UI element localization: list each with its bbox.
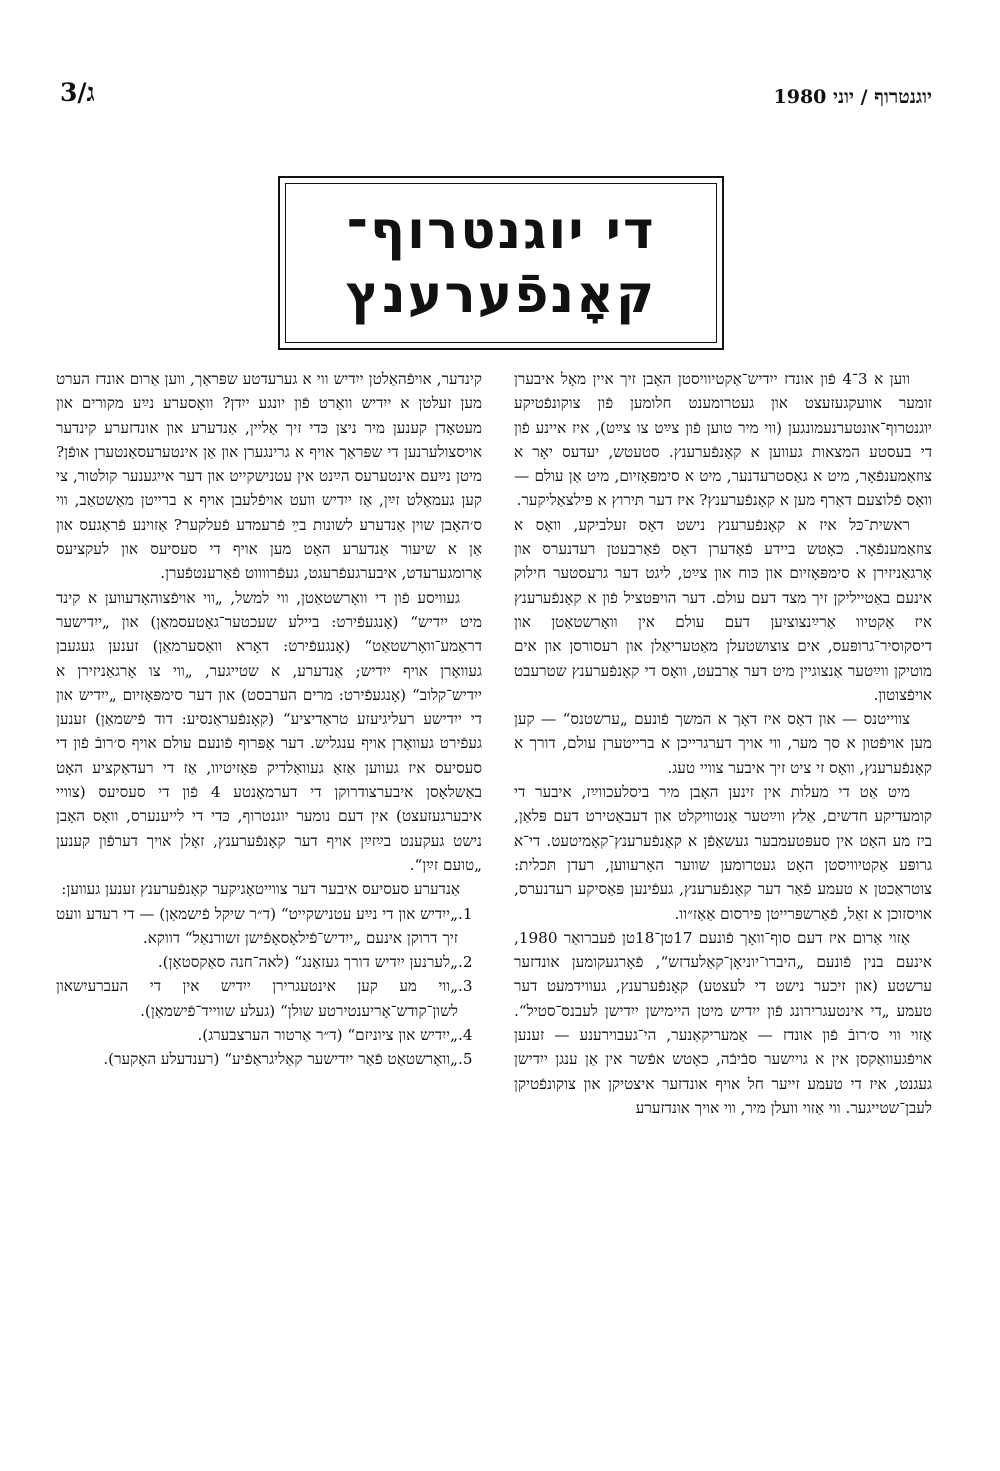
list-item (56, 950, 482, 974)
article-title-frame (278, 176, 724, 350)
paragraph: קינדער, אויפֿהאַלטן ייִדיש ווי א גערעדטע שפּראַך, ווען אַרום אונדז הערט מען זעלטן א ייִדיש וואָרט פֿון יונגע ייִדן? וואָסערע נײַע מקורים און מעטאָדן קענען מיר ניצן כּדי זיך אַליין, אַנדערע און אונדזערע קינדער אויסצולערנען די שפּראַך אויף א גרינגערן און אַן אינטערעסאַנטערן אופֿן? מיטן נײַעם אינטערעס הײַנט אין עטנישקייט און דער אייגענער קולטור, צי קען געמאָלט זײַן, אַז ייִדיש וועט אויפֿלעבן אויף א ברייטן מאַשטאַב, ווי ס׳האָבן שוין אַנדערע לשונות בײַ פֿרעמדע פֿעלקער? אַזוינע פֿראַגעס און אַן א שיעור אַנדערע האָט מען אויף די סעסיעס און לעקציעס אַרומגערעדט, איבערגעפֿרעגט, געפֿרווווט פֿאַרענטפֿערן. (56, 370, 482, 583)
list-item-number: .4 (458, 1026, 473, 1045)
list-item-text: „לערנען ייִדיש דורך געזאַנג“ (לאה־חנה סאַקסטאָן). (157, 953, 458, 972)
paragraph: געוויסע פֿון די וואָרשטאַטן, ווי למשל, „ווי אויפֿצוהאָדעווען א קינד מיט ייִדיש“ (אָנגעפֿירט: ביילע שעכטער־גאָטעסמאַן) און „ייִדישער דראַמע־וואָרשטאַט“ (אָנגעפֿירט: דאָרא וואַסערמאַן) זענען געגעבן געוואָרן אויף ייִדיש; אַנדערע, א שטייגער, „ווי צו אָרגאַניזירן א ייִדיש־קלוב“ (אָנגעפֿירט: מרים הערבסט) און דער סימפּאָזיום „ייִדיש און די ייִדישע רעליגיעזע טראַדיציע“ (קאָנפֿעראַנסיע: דוד פֿישמאַן) זענען געפֿירט געוואָרן אויף ענגליש. דער אָפּרוף פֿונעם עולם אויף ס׳רובֿ פֿון די סעסיעס איז געווען אַזאַ געוואַלדיק פּאָזיטיוו, אַז די רעדאַקציע האָט באַשלאָסן איבערצודרוקן די דערמאָנטע 4 פֿון די סעסיעס (צוויי איבערגעזעצט) אין דעם נומער יוגנטרוף, כּדי די לייענערס, וואָס האָבן נישט געקענט בײַזײַן אויף דער קאָנפֿערענץ, זאָלן אויך דערפֿון קענען „טועם זײַן“. (56, 588, 482, 874)
paragraph: אַזוי אַרום איז דעם סוף־וואָך פֿונעם 17טן־18טן פֿעברואַר 1980, אינעם בנין פֿונעם „היברו־יוניאָן־קאַלעדזש“, פֿאָרגעקומען אונדזער ערשטע (און זיכער נישט די לעצטע) קאָנפֿערענץ, געווידמעט דער טעמע „די אינטעגרירונג פֿון ייִדיש מיטן היימישן ייִדישן לעבנס־סטיל“. אַזוי ווי ס׳רובֿ פֿון אונדז — אַמעריקאַנער, הי־געבוירענע — זענען אויפֿגעוואַקסן אין א גוייִשער סבֿיבֿה, כאָטש אפֿשר אין אַן ענגן ייִדישן געגנט, איז די טעמע זייער חל אויף אונדזער איצטיקן און צוקונפֿטיקן לעבן־שטייגער. ווי אַזוי וועלן מיר, ווי אויך אונדזערע (514, 928, 932, 1117)
sessions-list (56, 902, 482, 1072)
right-text-column (514, 367, 932, 1120)
article-title-inner-frame (285, 183, 717, 343)
list-item (56, 974, 482, 1023)
list-item-number: .1 (458, 904, 473, 923)
list-item (56, 902, 482, 951)
list-item-text: „ווי מע קען אינטעגרירן ייִדיש אין די העברעיִשאון לשון־קודש־אָריענטירטע שולן“ (געלע שווייד־פֿישמאַן). (56, 977, 458, 1020)
list-item-text: „ייִדיש און די נײַע עטנישקייט“ (ד״ר שיקל פֿישמאַן) — די רעדע וועט זיך דרוקן אינעם „ייִדיש־פֿילאָסאָפֿישן זשורנאַל“ דווקא. (56, 904, 458, 947)
list-item (56, 1047, 482, 1071)
list-item-number: .2 (458, 953, 473, 972)
list-item (56, 1023, 482, 1047)
list-item-number: .3 (458, 977, 473, 996)
article-title-line-2: קאָנפֿערענץ (345, 265, 657, 325)
paragraph: ראשית־כּל איז א קאָנפֿערענץ נישט דאָס זעלביקע, וואָס א צוזאַמענפֿאָר. כאָטש ביידע פֿאָדערן דאָס פֿאַרבעטן רעדנערס און אָרגאַניזירן א סימפּאָזיום און כּוח און צײַט, ליגט דער גרעסטער חילוק אינעם באַטייליקן זיך מצד דעם עולם. דער הויפּטציל פֿון א קאָנפֿערענץ איז אַקטיוו אַרײַנצוציִען דעם עולם אין וואָרשטאַטן און דיסקוסיר־גרופּעס, אים צוצושטעלן מאַטעריאַלן און רעסורסן און אים מוטיקן ווײַטער אַנצוגיין מיט דער אַרבעט, וואָס די קאָנפֿערענץ שטרעבט אויפֿצוטון. (514, 515, 932, 704)
paragraph: צווייטנס — און דאָס איז דאָך א המשך פֿונעם „ערשטנס“ — קען מען אויפֿטון א סך מער, ווי אויך דערגרייכן א ברייטערן עולם, דורך א קאָנפֿערענץ, וואָס זי ציט זיך איבער צוויי טעג. (514, 710, 932, 777)
paragraph: ווען א 3־4 פֿון אונדז ייִדיש־אַקטיוויסטן האָבן זיך איין מאָל איבערן זומער אוועקגעזעצט און געטרומענט חלומען פֿון צוקונפֿטיקע יוגנטרוף־אונטערנעמונגען (ווי מיר טוען פֿון צײַט צו צײַט), איז איינע פֿון די בעסטע המצאות געווען א קאָנפֿערענץ. סטעטש, יעדעס יאָר א צוזאַמענפֿאָר, מיט א גאַסטרעדנער, מיט א סימפּאָזיום, מיט אַן עולם — וואָס פֿלוצעם דאַרף מען א קאָנפֿערענץ? איז דער תּירוץ א פּילצאַליקער. (514, 370, 932, 510)
left-text-column (56, 367, 482, 1072)
paragraph: אַנדערע סעסיעס איבער דער צווייטאָגיקער קאָנפֿערענץ זענען געווען: (61, 880, 460, 899)
page-number: ג/3 (60, 78, 95, 107)
paragraph: מיט אַט די מעלות אין זינען האָבן מיר ביסלעכווײַז, איבער די קומעדיקע חדשים, אַלץ ווײַטער אַנטוויקלט און דעבאַטירט דעם פּלאַן, ביז מע האָט אין סעפּטעמבער געשאַפֿן א קאָנפֿערענץ־קאָמיטעט. די־א גרופּע אַקטיוויסטן האָט געטרומען שווער האָרעווען, רעדן תּכלית: צוטראַכטן א טעמע פֿאַר דער קאָנפֿערענץ, געפֿינען פּאַסיקע רעדנערס, אויסזוכן א זאַל, פֿאַרשפּרייטן פּירסום אַאַז״וו. (514, 783, 932, 923)
list-item-text: „ייִדיש און ציוניזם“ (ד״ר אַרטור הערצבערג). (197, 1026, 458, 1045)
list-item-text: „וואָרשטאַט פֿאַר ייִדישער קאַליגראַפֿיע“ (רענדעלע האָקער). (103, 1050, 458, 1069)
list-item-number: .5 (458, 1050, 473, 1069)
running-title: יוגנטרוף / יוני 1980 (773, 86, 932, 108)
article-title-line-1: די יוגנטרוף־ (346, 201, 656, 261)
page-header (60, 78, 932, 118)
